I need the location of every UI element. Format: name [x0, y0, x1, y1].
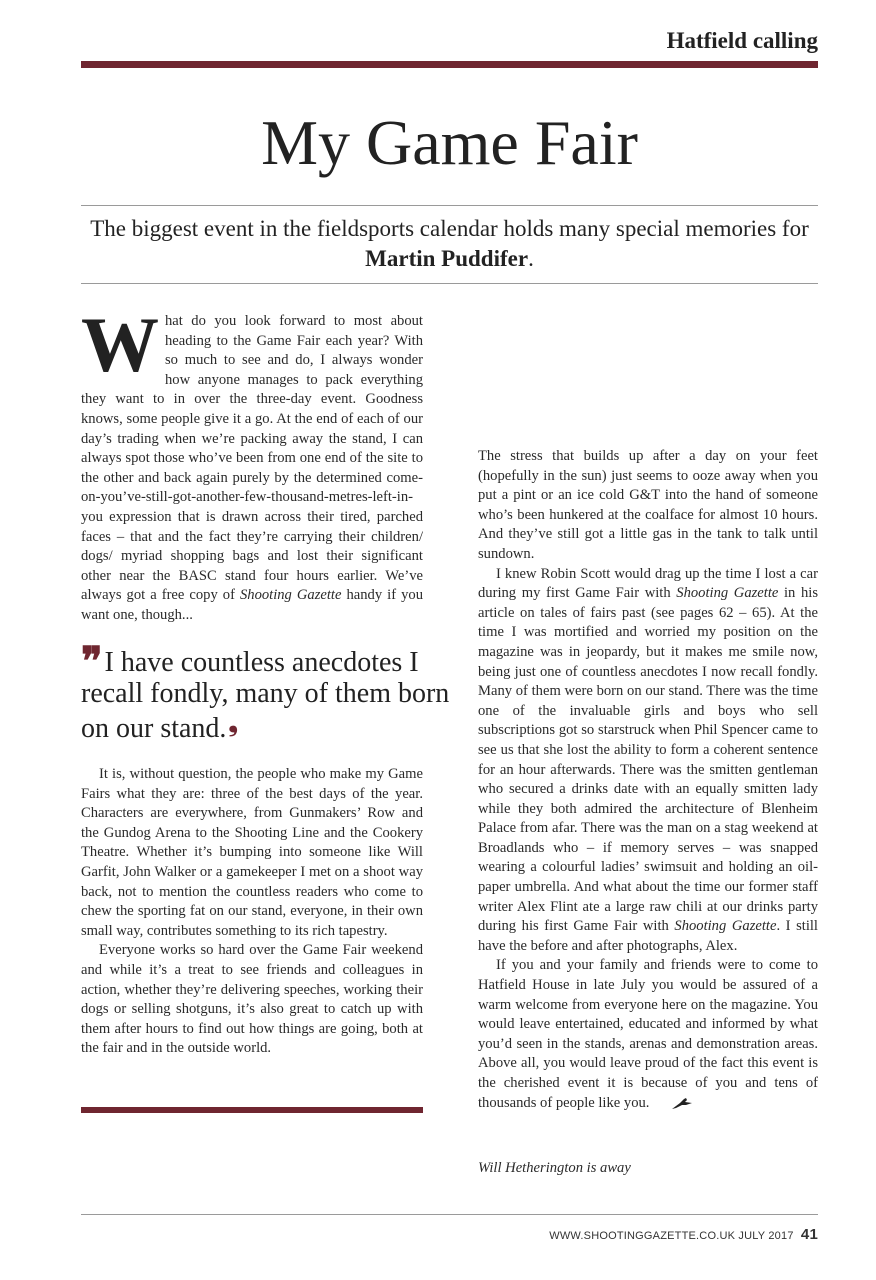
- section-label: Hatfield calling: [666, 28, 818, 53]
- article-title: My Game Fair: [261, 107, 638, 178]
- standfirst-divider: [81, 283, 818, 284]
- magazine-name: Shooting Gazette: [676, 585, 779, 602]
- intro-text-end: handy if you want one, though...: [81, 587, 423, 623]
- pheasant-icon: [653, 1097, 693, 1118]
- standfirst: [81, 214, 818, 274]
- body-text: in his article on tales of fairs past (see pages 62 – 65). At the time I was mortified and worried my position on the magazine was in jeopardy, but it makes me smile now, being just one of countless anecdotes I now recall fondly. Many of them were born on our stand. There was the time one of the invaluable girls and boys who sell subscriptions got so starstruck when Phil Spencer came to see us that she lost the ability to form a coherent sentence for an hour afterwards. There was the smitten gentleman who secured a drinks date with an equally smitten lady while they both admired the architecture of Blenheim Palace from afar. There was the man on a stag weekend at Broadlands who – if memory serves – was snapped wearing a colourful ladies’ swimsuit and holding an oil-paper umbrella. And what about the time our former staff writer Alex Flint ate a large raw chili at our drinks party during his first Game Fair with: [478, 585, 818, 935]
- column-end-rule: [81, 1107, 423, 1113]
- intro-text: hat do you look forward to most about heading to the Game Fair each year? With so much to see and do, I always wonder how anyone manages to pack everything they want to in over the three-day event. Goodness knows, some people give it a go. At the end of each of our day’s trading when we’re packing away the stand, I can always spot those who’ve been from one end of the site to the other and back again purely by the determined come-on-you’ve-still-got-another-few-thousand-metres-left-in-you expression that is drawn across their tired, parched faces – that and the fact they’re carrying their children/ dogs/ myriad shopping bags and lost their significant other near the BASC stand four hours earlier. We’ve always got a free copy of: [81, 313, 423, 604]
- left-column-intro: [81, 301, 423, 626]
- author-note: Will Hetherington is away: [478, 1160, 631, 1176]
- footer-rule: [81, 1214, 818, 1215]
- open-quote-icon: ❞: [81, 639, 103, 684]
- body-paragraph: It is, without question, the people who make my Game Fairs what they are: three of the best days of the year. Characters are everywhere, from Gunmakers’ Row and the Gundog Arena to the Shooting Line and the Cookery Theatre. Whether it’s bumping into someone like Will Garfit, John Walker or a gamekeeper I met on a shoot way back, not to mention the countless readers who come to chew the sporting fat on our stand, everyone, in their own small way, contributes something to its rich tapestry.: [81, 766, 423, 939]
- top-rule: [81, 61, 818, 68]
- magazine-name: Shooting Gazette: [674, 918, 777, 935]
- body-text: If you and your family and friends were to come to Hatfield House in late July you would be assured of a warm welcome from everyone here on the magazine. You would leave entertained, educated and informed by what you’d seen in the stands, arenas and demonstration areas. Above all, you would leave proud of the fact this event is the cherished event it is because of you and tens of thousands of people like you.: [478, 957, 818, 1111]
- intro-magazine-name: Shooting Gazette: [239, 587, 342, 604]
- body-paragraph: [478, 565, 818, 957]
- left-column-body: [81, 765, 423, 1059]
- right-column: [478, 447, 818, 1117]
- footer-website: WWW.SHOOTINGGAZETTE.CO.UK: [549, 1230, 736, 1242]
- body-paragraph: Everyone works so hard over the Game Fair weekend and while it’s a treat to see friends and colleagues in action, whether they’re delivering speeches, working their dogs or selling shotguns, it’s also great to catch up with them after hours to find out how things are going, both at the fair and in the outside world.: [81, 942, 423, 1057]
- body-paragraph: The stress that builds up after a day on your feet (hopefully in the sun) just seems to ooze away when you put a pint or an ice cold G&T into the hand of someone who’s been hunkered at the coalface for almost 10 hours. And they’ve still got a little gas in the tank to talk until sundown.: [478, 448, 818, 562]
- page-number: 41: [800, 1226, 818, 1243]
- pull-quote-text: I have countless anecdotes I recall fondly, many of them born on our stand.: [81, 647, 450, 744]
- standfirst-text: The biggest event in the fieldsports calendar holds many special memories for: [90, 216, 809, 241]
- standfirst-author: Martin Puddifer: [365, 246, 529, 271]
- drop-cap: W: [81, 301, 159, 388]
- body-text: . I still have the before and after photographs, Alex.: [478, 918, 818, 954]
- close-quote-icon: ❟: [228, 711, 238, 737]
- body-paragraph: [478, 956, 818, 1117]
- pull-quote: [81, 639, 451, 744]
- standfirst-end: .: [528, 246, 534, 271]
- intro-paragraph: [81, 301, 423, 626]
- title-divider: [81, 205, 818, 206]
- body-text: I knew Robin Scott would drag up the time I lost a car during my first Game Fair with: [478, 565, 818, 602]
- page-footer: [549, 1226, 818, 1243]
- footer-issue: JULY 2017: [738, 1230, 794, 1242]
